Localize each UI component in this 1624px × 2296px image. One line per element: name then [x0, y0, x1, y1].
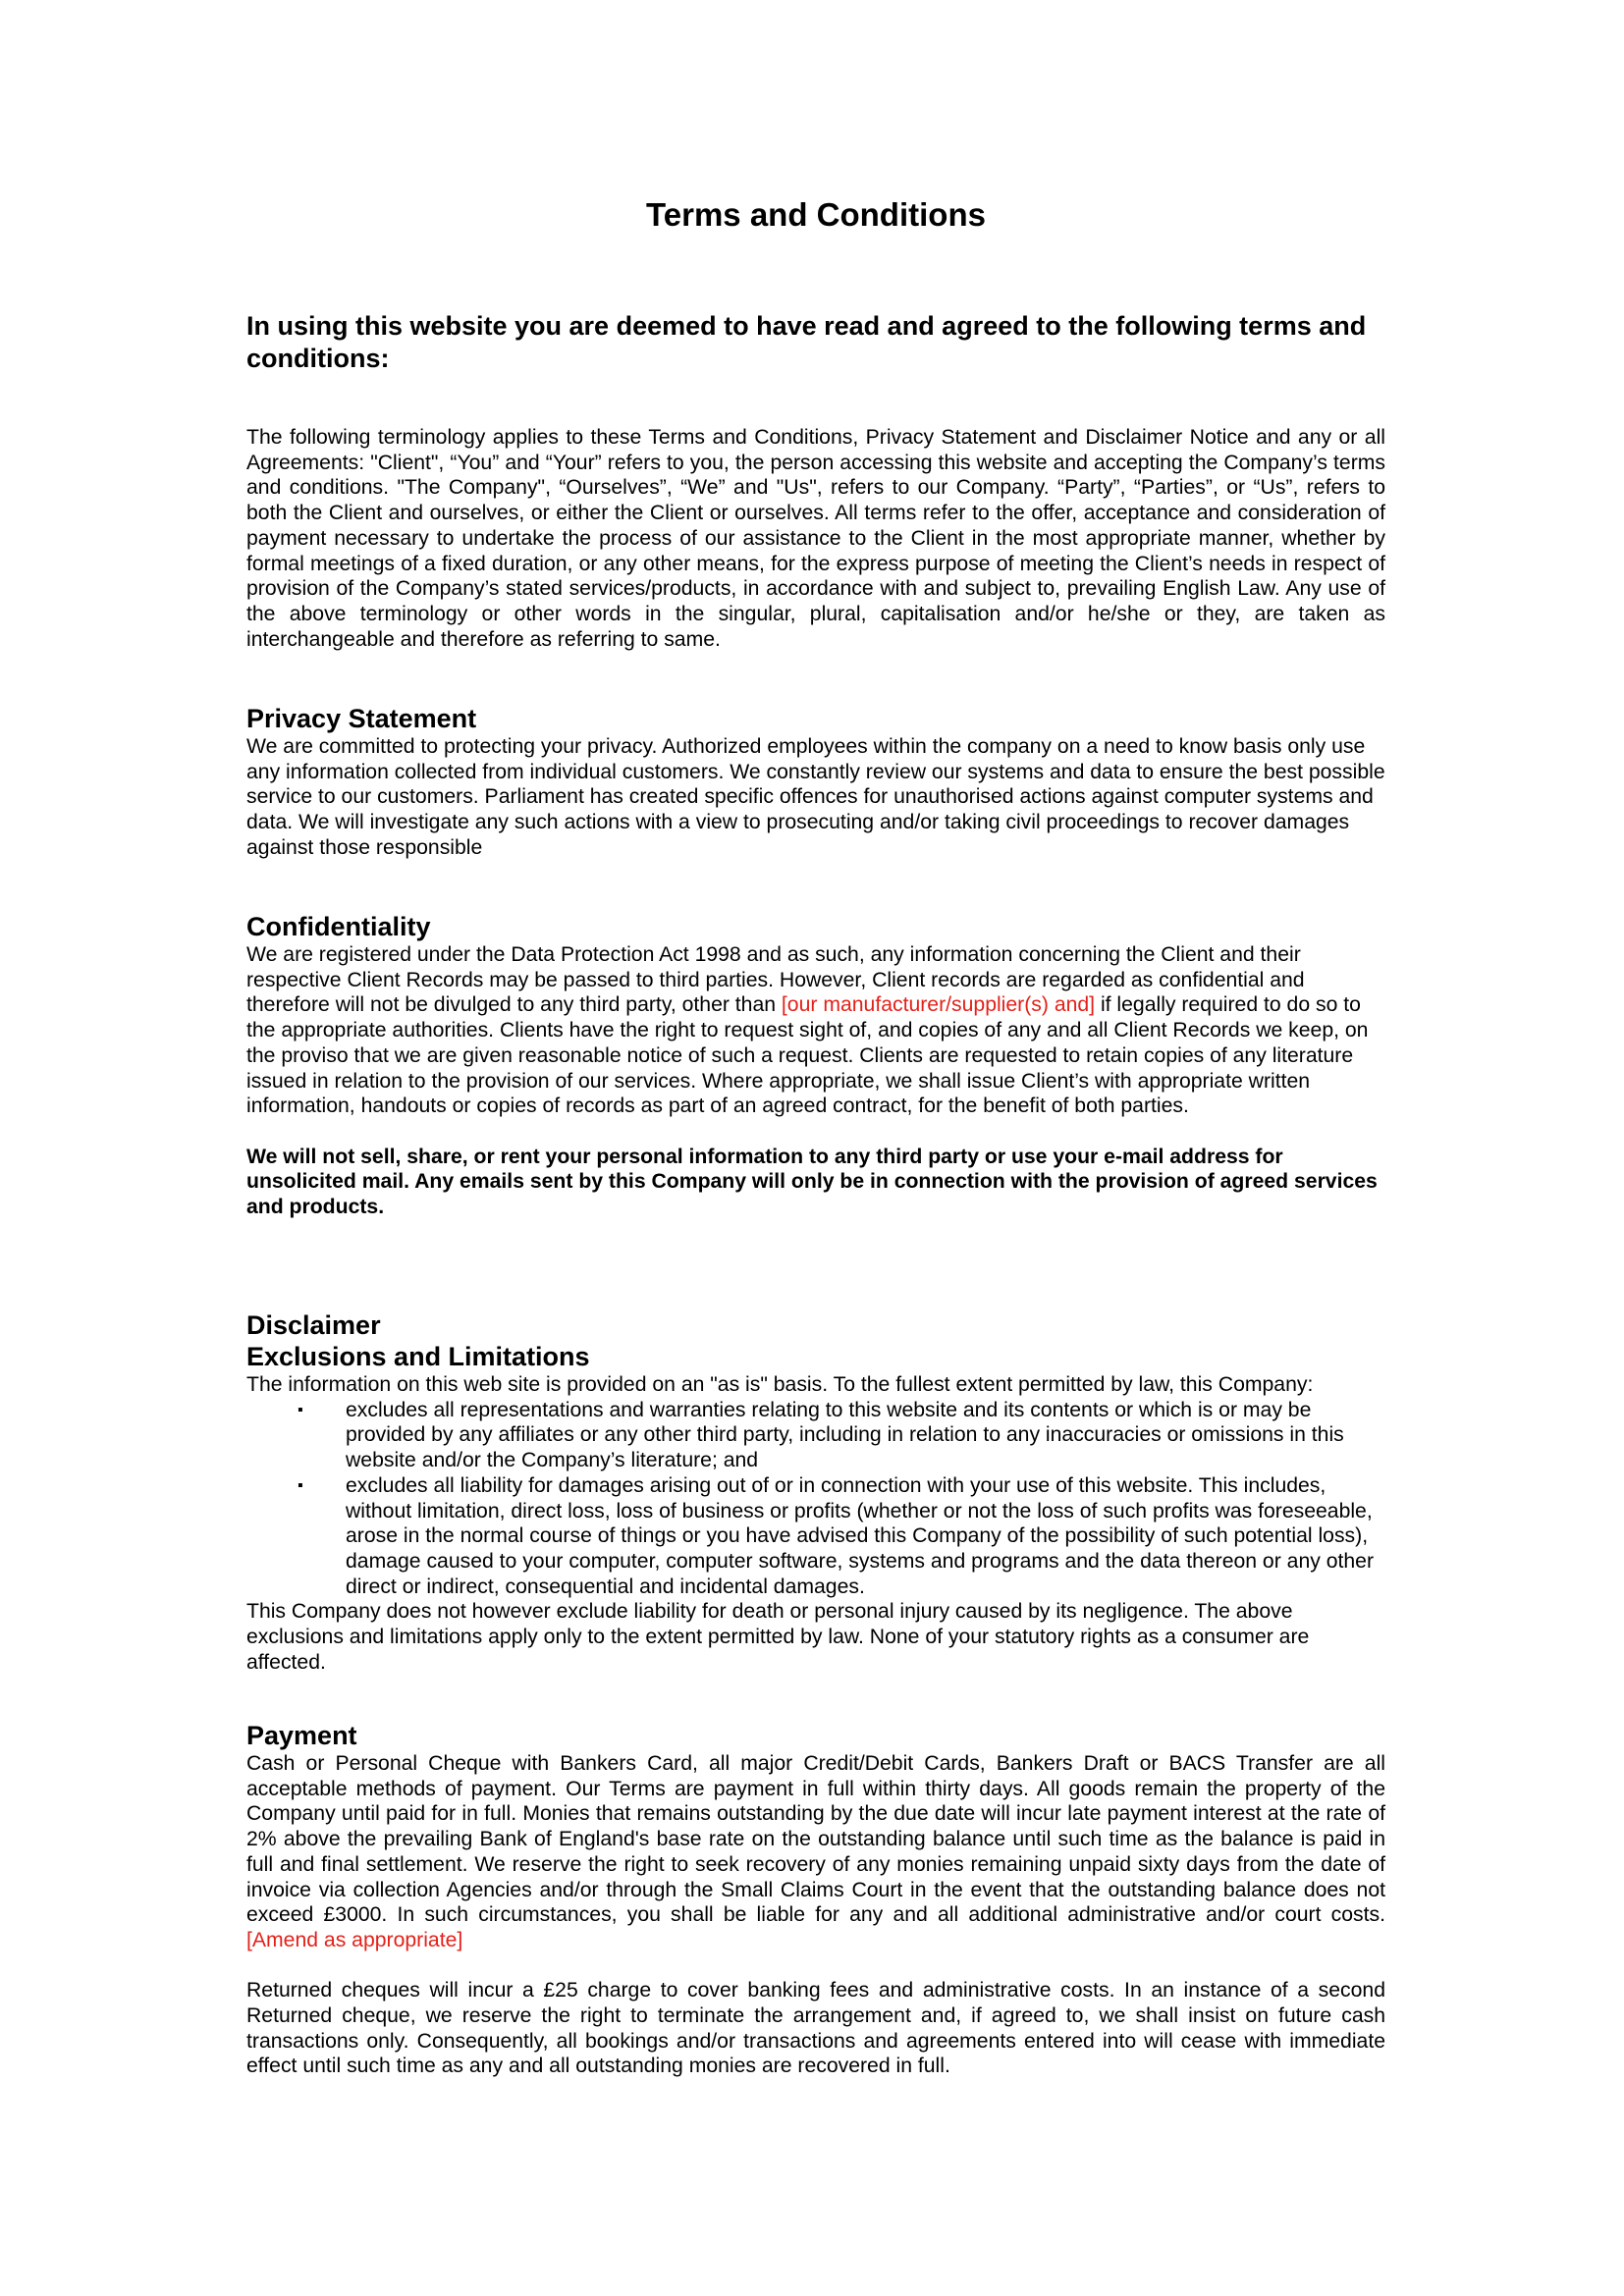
disclaimer-section [246, 1309, 1385, 1675]
exclusions-list [246, 1398, 1385, 1600]
list-item [246, 1398, 1385, 1473]
privacy-paragraph: We are committed to protecting your privacy. Authorized employees within the company on a need to know basis only use any information collected from individual customers. We constantly review our systems and data to ensure the best possible service to our customers. Parliament has created specific offences for unauthorised actions against computer systems and data. We will investigate any such actions with a view to prosecuting and/or taking civil proceedings to recover damages against those responsible [246, 735, 1385, 859]
disclaimer-intro: The information on this web site is provided on an "as is" basis. To the fullest extent permitted by law, this Company: [246, 1373, 1314, 1396]
confidentiality-text-before: We are registered under the Data Protection Act 1998 and as such, any information concerning the Client and their respective Client Records may be passed to third parties. However, Client records are regarded as confidential and therefore will not be divulged to any third party, other than [246, 943, 1305, 1017]
privacy-section [246, 703, 1385, 861]
bullet-text: excludes all liability for damages arising out of or in connection with your use of this website. This includes, without limitation, direct loss, loss of business or profits (whether or not the loss of such profits was foreseeable, arose in the normal course of things or you have advised this Company of the possibility of such potential loss), damage caused to your computer, computer software, systems and programs and the data thereon or any other direct or indirect, consequential and incidental damages. [346, 1473, 1375, 1598]
exclusions-heading: Exclusions and Limitations [246, 1342, 590, 1371]
document-title: Terms and Conditions [646, 196, 986, 233]
confidentiality-paragraph [246, 942, 1385, 1119]
disclaimer-heading: Disclaimer [246, 1310, 381, 1340]
confidentiality-section [246, 911, 1385, 1220]
terminology-paragraph: The following terminology applies to these Terms and Conditions, Privacy Statement and Disclaimer Notice and any or all Agreements: "Client", “You” and “Your” refers to you, the person accessing this website and accepting the Company’s terms and conditions. "The Company", “Ourselves”, “We” and "Us", refers to our Company. “Party”, “Parties”, or “Us”, refers to both the Client and ourselves, or either the Client or ourselves. All terms refer to the offer, acceptance and consideration of payment necessary to undertake the process of our assistance to the Client in the most appropriate manner, whether by formal meetings of a fixed duration, or any other means, for the express purpose of meeting the Client’s needs in respect of provision of the Company’s stated services/products, in accordance with and subject to, prevailing English Law. Any use of the above terminology or other words in the singular, plural, capitalisation and/or he/she or they, are taken as interchangeable and therefore as referring to same. [246, 426, 1385, 651]
bullet-text: excludes all representations and warranties relating to this website and its contents or which is or may be provided by any affiliates or any other third party, including in relation to any inaccuracies or omissions in this website and/or the Company’s literature; and [346, 1398, 1344, 1472]
bullet-icon: ▪ [298, 1476, 303, 1494]
payment-text: Cash or Personal Cheque with Bankers Card, all major Credit/Debit Cards, Bankers Draft or BACS Transfer are all acceptable methods of payment. Our Terms are payment in full within thirty days. All goods remain the property of the Company until paid for in full. Monies that remains outstanding by the due date will incur late payment interest at the rate of 2% above the prevailing Bank of England's base rate on the outstanding balance until such time as the balance is paid in full and final settlement. We reserve the right to seek recovery of any monies remaining unpaid sixty days from the date of invoice via collection Agencies and/or through the Small Claims Court in the event that the outstanding balance does not exceed £3000. In such circumstances, you shall be liable for any and all additional administrative and/or court costs. [246, 1752, 1385, 1927]
payment-section [246, 1720, 1385, 2079]
returned-cheques-paragraph: Returned cheques will incur a £25 charge to cover banking fees and administrative costs. In an instance of a second Returned cheque, we reserve the right to terminate the arrangement and, if agreed to, we shall insist on future cash transactions only. Consequently, all bookings and/or transactions and agreements entered into will cease with immediate effect until such time as any and all outstanding monies are recovered in full. [246, 1979, 1385, 2078]
privacy-heading: Privacy Statement [246, 704, 477, 733]
terminology-section [246, 425, 1385, 652]
confidentiality-heading: Confidentiality [246, 912, 431, 941]
supplier-placeholder: [our manufacturer/supplier(s) and] [781, 993, 1096, 1017]
list-item [246, 1473, 1385, 1600]
disclaimer-closing: This Company does not however exclude liability for death or personal injury caused by its negligence. The above exclusions and limitations apply only to the extent permitted by law. None of your statutory rights as a consumer are affected. [246, 1600, 1310, 1674]
no-sell-statement: We will not sell, share, or rent your personal information to any third party or use your e-mail address for unsolicited mail. Any emails sent by this Company will only be in connection with the provision of agreed services and products. [246, 1145, 1378, 1219]
bullet-icon: ▪ [298, 1401, 303, 1418]
payment-heading: Payment [246, 1721, 357, 1750]
amend-placeholder: [Amend as appropriate] [246, 1928, 463, 1951]
confidentiality-text-after: if legally required to do so to the appropriate authorities. Clients have the right to request sight of, and copies of any and all Client Records we keep, on the proviso that we are given reasonable notice of such a request. Clients are requested to retain copies of any literature issued in relation to the provision of our services. Where appropriate, we shall issue Client’s with appropriate written information, handouts or copies of records as part of an agreed contract, for the benefit of both parties. [246, 993, 1369, 1118]
payment-paragraph [246, 1751, 1385, 1953]
intro-heading: In using this website you are deemed to have read and agreed to the following terms and conditions: [246, 311, 1367, 373]
